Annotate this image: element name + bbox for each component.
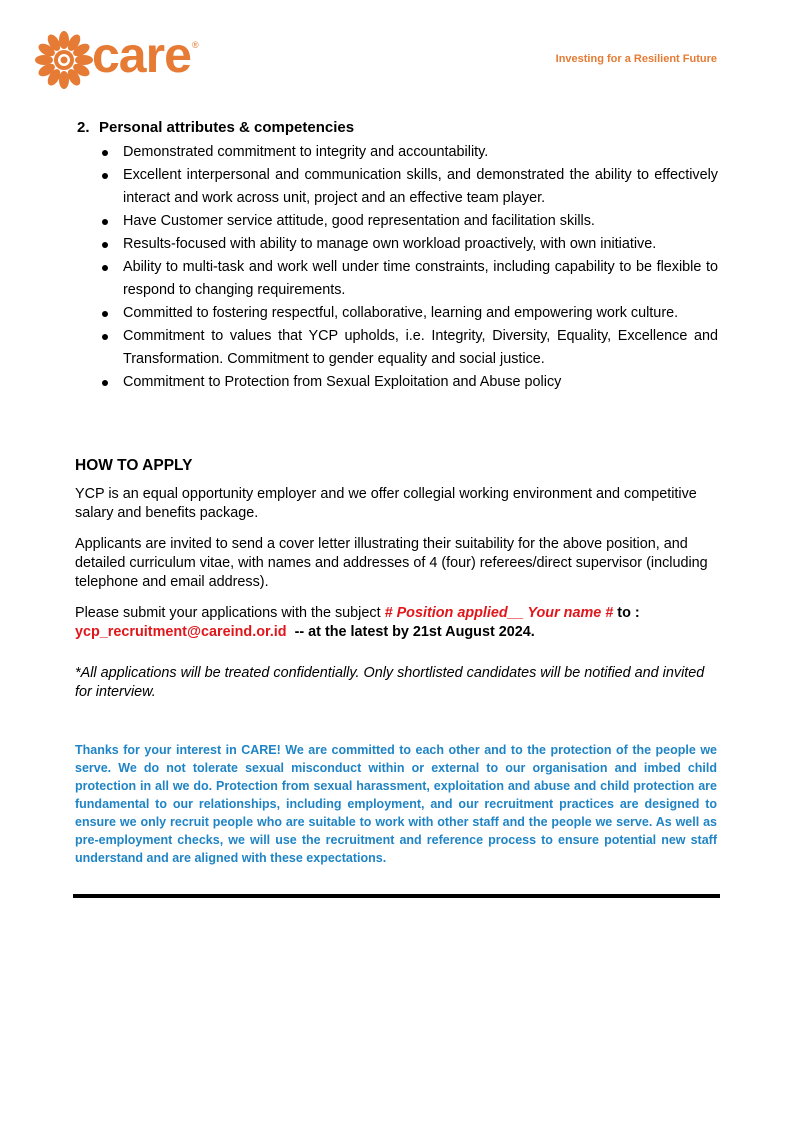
confidentiality-note: *All applications will be treated confidentially. Only shortlisted candidates will be notified and invited for interview. bbox=[75, 665, 705, 700]
list-item-text: Demonstrated commitment to integrity and accountability. bbox=[123, 144, 489, 160]
application-instructions-paragraph: Applicants are invited to send a cover letter illustrating their suitability for the above position, and detailed curriculum vitae, with names and addresses of 4 (four) referees/direct supervisor (including telephone and email address). bbox=[75, 536, 708, 590]
list-item bbox=[75, 371, 718, 394]
bullet-icon bbox=[102, 380, 108, 386]
section-title: Personal attributes & competencies bbox=[99, 119, 355, 136]
submission-paragraph bbox=[75, 604, 718, 642]
list-item bbox=[75, 233, 718, 256]
list-item bbox=[75, 325, 718, 371]
bullet-icon bbox=[102, 173, 108, 179]
safeguarding-statement: Thanks for your interest in CARE! We are committed to each other and to the protection of the people we serve. We do not tolerate sexual misconduct within or external to our organisation and imbed child protection in all we do. Protection from sexual harassment, exploitation and abuse and child protection are fundamental to our relationships, including employment, and our recruitment practices are designed to ensure we only recruit people who are suitable to work with other staff and the people we serve. As well as pre-employment checks, we will use the recruitment and reference process to ensure potential new staff understand and are aligned with these expectations. bbox=[75, 743, 717, 865]
list-item-text: Excellent interpersonal and communication skills, and demonstrated the ability to effectively interact and work across unit, project and an effective team player. bbox=[123, 167, 718, 206]
section-heading bbox=[75, 116, 718, 139]
bullet-icon bbox=[102, 334, 108, 340]
submission-to: to : bbox=[613, 605, 640, 621]
bullet-icon bbox=[102, 150, 108, 156]
footer-divider bbox=[73, 894, 720, 898]
equal-opportunity-paragraph: YCP is an equal opportunity employer and we offer collegial working environment and competitive salary and benefits package. bbox=[75, 486, 697, 521]
bullet-icon bbox=[102, 265, 108, 271]
submission-prefix: Please submit your applications with the subject bbox=[75, 605, 385, 621]
how-to-apply-section bbox=[75, 456, 718, 714]
list-item bbox=[75, 210, 718, 233]
registered-mark: ® bbox=[192, 40, 199, 50]
list-item bbox=[75, 302, 718, 325]
care-logo-mark-icon bbox=[34, 30, 94, 90]
how-to-apply-heading: HOW TO APPLY bbox=[75, 457, 193, 474]
email-subject-format: # Position applied__ Your name # bbox=[384, 605, 614, 621]
list-item-text: Results-focused with ability to manage own workload proactively, with own initiative. bbox=[123, 236, 657, 252]
list-item-text: Committed to fostering respectful, collaborative, learning and empowering work culture. bbox=[123, 305, 679, 321]
care-logo-wordmark: care bbox=[92, 27, 191, 83]
bullet-icon bbox=[102, 242, 108, 248]
list-item bbox=[75, 141, 718, 164]
care-logo bbox=[34, 27, 214, 90]
header-tagline: Investing for a Resilient Future bbox=[555, 53, 717, 65]
list-item bbox=[75, 256, 718, 302]
section-number: 2. bbox=[77, 119, 90, 136]
bullet-icon bbox=[102, 219, 108, 225]
list-item-text: Ability to multi-task and work well under time constraints, including capability to be flexible to respond to changing requirements. bbox=[123, 259, 718, 298]
bullet-icon bbox=[102, 311, 108, 317]
page-header bbox=[0, 0, 793, 100]
list-item-text: Commitment to Protection from Sexual Exploitation and Abuse policy bbox=[123, 374, 562, 390]
deadline-text: -- at the latest by 21st August 2024. bbox=[286, 624, 535, 640]
list-item-text: Commitment to values that YCP upholds, i.e. Integrity, Diversity, Equality, Excellence and Transformation. Commitment to gender equality and social justice. bbox=[123, 328, 718, 367]
competencies-list bbox=[75, 141, 718, 394]
list-item-text: Have Customer service attitude, good representation and facilitation skills. bbox=[123, 213, 595, 229]
list-item bbox=[75, 164, 718, 210]
recruitment-email-link[interactable]: ycp_recruitment@careind.or.id bbox=[75, 624, 287, 640]
personal-attributes-section bbox=[75, 116, 718, 394]
